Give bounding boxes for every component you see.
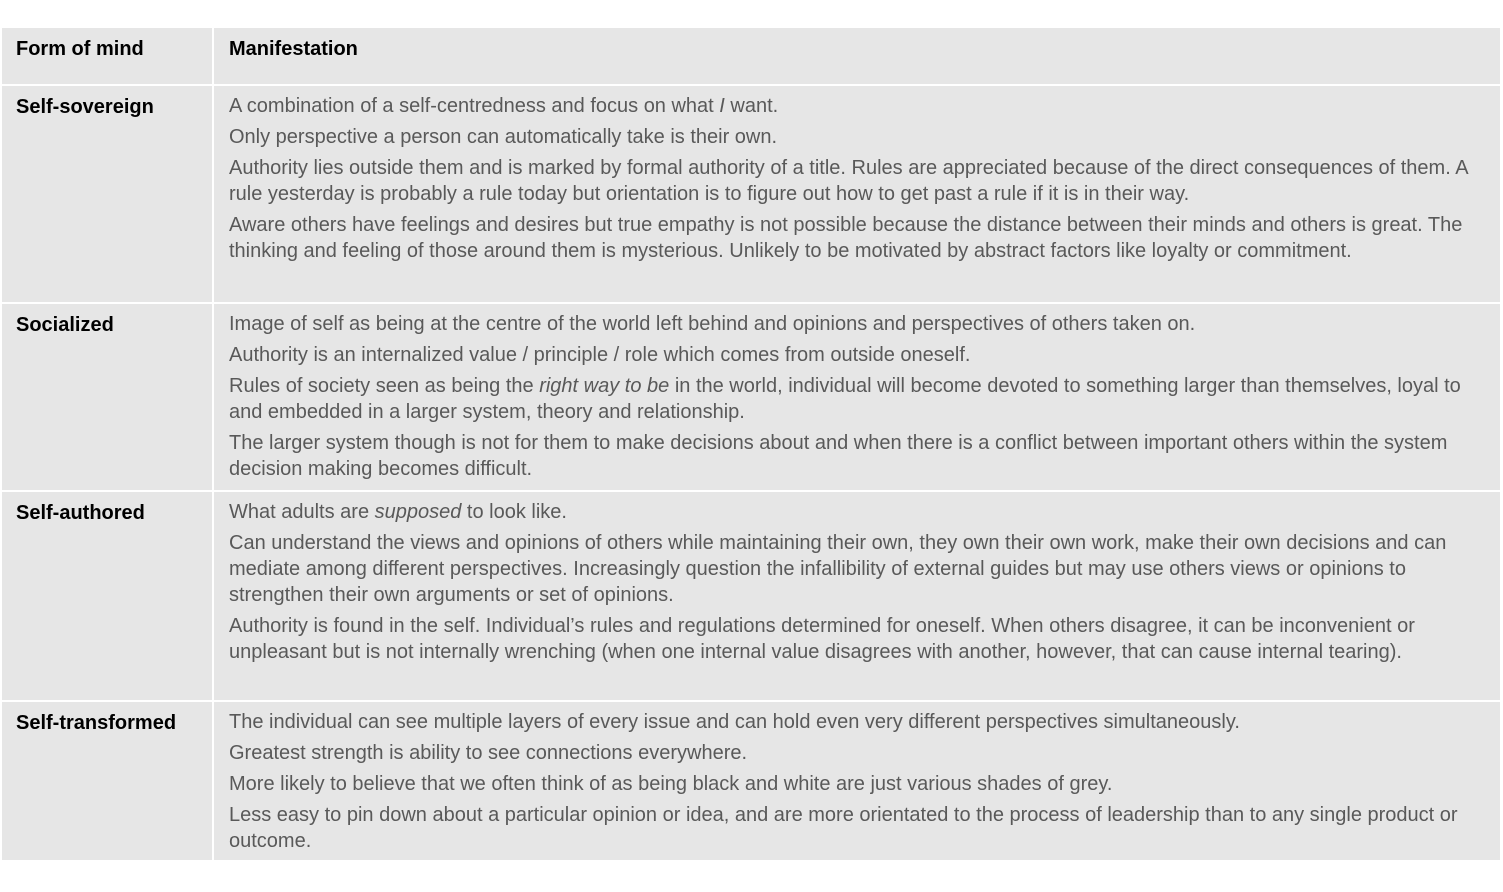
form-name: Socialized <box>16 314 114 336</box>
manifestation-paragraph <box>229 530 1486 608</box>
paragraph-text: Less easy to pin down about a particular opinion or idea, and are more orientated to the process of leadership than to any single product or outcome. <box>229 804 1458 852</box>
table-header-row <box>2 28 1500 84</box>
manifestation-cell <box>214 492 1500 700</box>
manifestation-paragraph <box>229 93 1486 119</box>
header-cell-manifestation <box>214 28 1500 84</box>
paragraph-text: What adults are <box>229 501 375 523</box>
emphasis-text: right way to be <box>539 375 670 397</box>
form-cell <box>2 304 212 490</box>
paragraph-text: The larger system though is not for them to make decisions about and when there is a conflict between important others within the system decision making becomes difficult. <box>229 432 1448 480</box>
paragraph-text: Authority lies outside them and is marked by formal authority of a title. Rules are appreciated because of the direct consequences of them. A rule yesterday is probably a rule today but orientation is to figure out how to get past a rule if it is in their way. <box>229 157 1468 205</box>
manifestation-cell <box>214 304 1500 490</box>
header-manifestation: Manifestation <box>229 38 358 60</box>
paragraph-text: The individual can see multiple layers of every issue and can hold even very different perspectives simultaneously. <box>229 711 1240 733</box>
manifestation-paragraph <box>229 740 1486 766</box>
paragraph-text: Greatest strength is ability to see connections everywhere. <box>229 742 748 764</box>
manifestation-cell <box>214 702 1500 860</box>
forms-of-mind-table <box>2 28 1500 860</box>
paragraph-text: Image of self as being at the centre of the world left behind and opinions and perspectives of others taken on. <box>229 313 1196 335</box>
form-name: Self-sovereign <box>16 96 154 118</box>
manifestation-paragraph <box>229 124 1486 150</box>
manifestation-paragraph <box>229 342 1486 368</box>
emphasis-text: supposed <box>374 501 462 523</box>
table-row <box>2 84 1500 302</box>
paragraph-text: in the world, individual will become devoted to something larger than themselves, loyal to and embedded in a larger system, theory and relationship. <box>229 375 1461 423</box>
manifestation-paragraph <box>229 709 1486 735</box>
paragraph-text: to look like. <box>461 501 567 523</box>
form-cell <box>2 492 212 700</box>
manifestation-paragraph <box>229 155 1486 207</box>
manifestation-paragraph <box>229 802 1486 854</box>
manifestation-paragraph <box>229 613 1486 665</box>
table-row <box>2 700 1500 860</box>
manifestation-paragraph <box>229 212 1486 264</box>
paragraph-text: More likely to believe that we often think of as being black and white are just various shades of grey. <box>229 773 1113 795</box>
paragraph-text: Only perspective a person can automatically take is their own. <box>229 126 778 148</box>
manifestation-paragraph <box>229 311 1486 337</box>
paragraph-text: Authority is an internalized value / principle / role which comes from outside oneself. <box>229 344 971 366</box>
manifestation-paragraph <box>229 771 1486 797</box>
paragraph-text: A combination of a self-centredness and focus on what <box>229 95 720 117</box>
manifestation-paragraph <box>229 430 1486 482</box>
header-cell-form <box>2 28 212 84</box>
manifestation-cell <box>214 86 1500 302</box>
table-row <box>2 490 1500 700</box>
paragraph-text: want. <box>724 95 779 117</box>
form-cell <box>2 702 212 860</box>
paragraph-text: Authority is found in the self. Individual’s rules and regulations determined for oneself. When others disagree, it can be inconvenient or unpleasant but is not internally wrenching (when one internal value disagrees with another, however, that can cause internal tearing). <box>229 615 1415 663</box>
manifestation-paragraph <box>229 373 1486 425</box>
paragraph-text: Aware others have feelings and desires but true empathy is not possible because the distance between their minds and others is great. The thinking and feeling of those around them is mysterious. Unlikely to be motivated by abstract factors like loyalty or commitment. <box>229 214 1463 262</box>
form-cell <box>2 86 212 302</box>
manifestation-paragraph <box>229 499 1486 525</box>
paragraph-text: Rules of society seen as being the <box>229 375 540 397</box>
form-name: Self-transformed <box>16 712 177 734</box>
paragraph-text: Can understand the views and opinions of others while maintaining their own, they own their own work, make their own decisions and can mediate among different perspectives. Increasingly question the infallibility of external guides but may use others views or opinions to strengthen their own arguments or set of opinions. <box>229 532 1447 606</box>
header-form-of-mind: Form of mind <box>16 38 144 60</box>
emphasis-text: I <box>719 95 725 117</box>
table-row <box>2 302 1500 490</box>
form-name: Self-authored <box>16 502 145 524</box>
